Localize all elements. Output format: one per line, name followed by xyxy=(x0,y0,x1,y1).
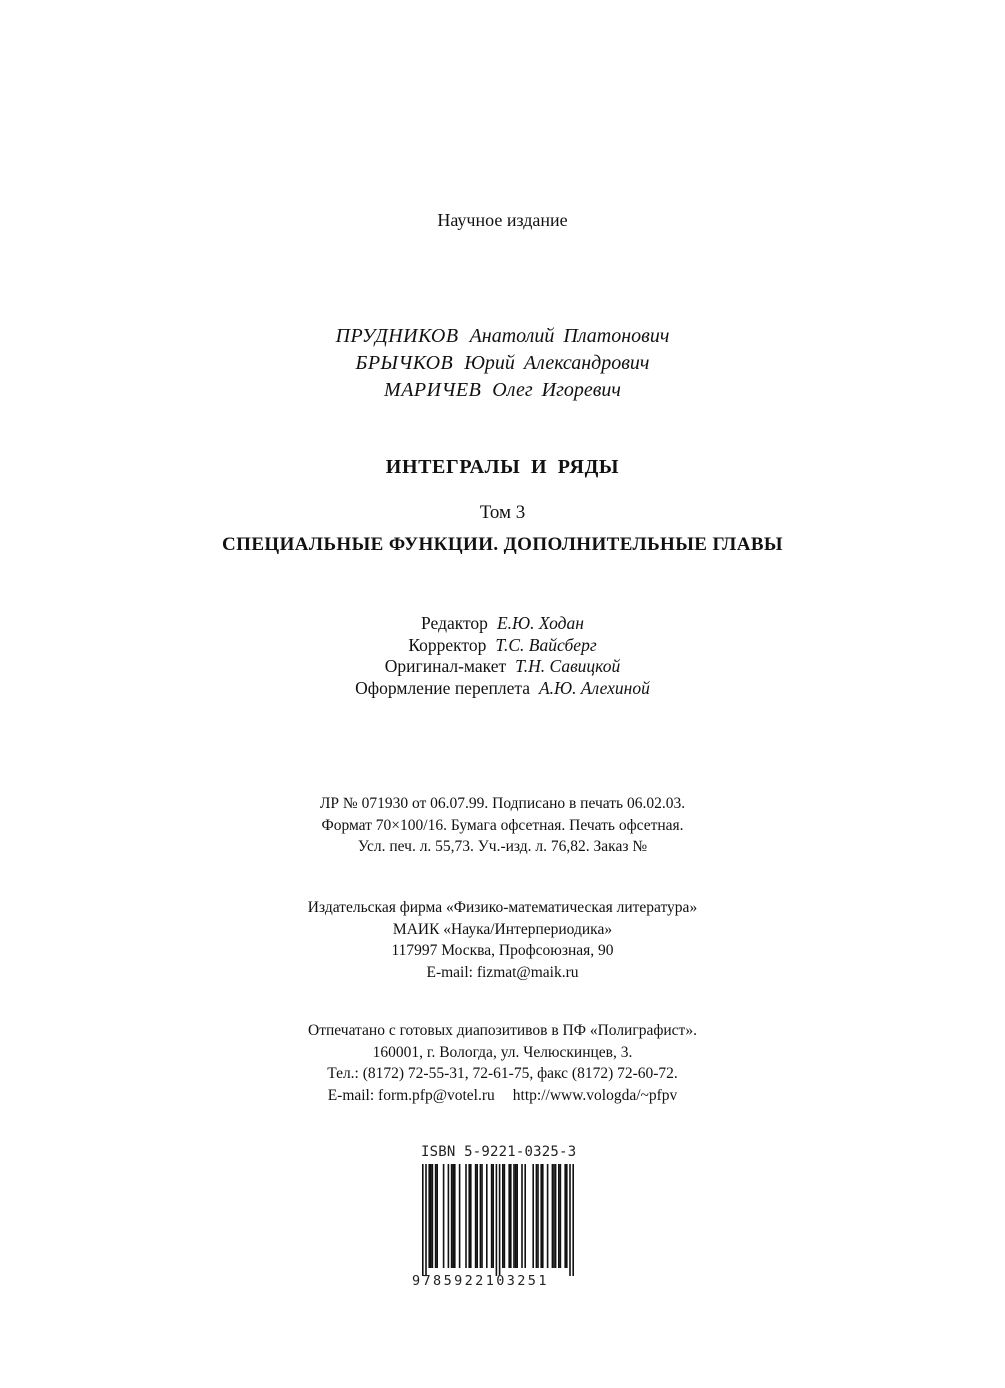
barcode-bar xyxy=(499,1164,501,1276)
staff-row-editor xyxy=(0,613,1005,635)
printer-contacts xyxy=(0,1085,1005,1107)
barcode-bar xyxy=(515,1164,517,1268)
author-1 xyxy=(0,323,1005,350)
publisher-line: E-mail: fizmat@maik.ru xyxy=(426,963,579,981)
barcode-bar xyxy=(491,1164,493,1268)
barcode-bar xyxy=(476,1164,478,1268)
barcode-bar xyxy=(540,1164,542,1268)
barcode-bar xyxy=(475,1164,477,1268)
barcode-bar xyxy=(443,1164,445,1268)
print-info-line: ЛР № 071930 от 06.07.99. Подписано в печать 06.02.03. xyxy=(319,795,686,812)
staff-role: Корректор xyxy=(408,634,487,655)
barcode-bar xyxy=(436,1164,438,1268)
print-info-line: Формат 70×100/16. Бумага офсетная. Печать офсетная. xyxy=(321,816,684,834)
staff-row-layout xyxy=(0,656,1005,678)
author-3 xyxy=(0,377,1005,404)
barcode-bar xyxy=(564,1164,566,1268)
barcode-bar xyxy=(566,1164,568,1268)
barcode-bar xyxy=(516,1164,518,1268)
barcode-bar xyxy=(481,1164,483,1268)
barcode-bar xyxy=(451,1164,453,1268)
publisher-info xyxy=(0,897,1005,983)
barcode-bar xyxy=(553,1164,555,1268)
printer-line: 160001, г. Вологда, ул. Челюскинцев, 3. xyxy=(372,1043,633,1061)
author-surname: МАРИЧЕВ xyxy=(384,379,482,401)
barcode-bar xyxy=(532,1164,534,1268)
publisher-line: МАИК «Наука/Интерпериодика» xyxy=(392,920,613,938)
book-title: ИНТЕГРАЛЫ И РЯДЫ xyxy=(385,456,620,478)
barcode-bar xyxy=(552,1164,554,1268)
publisher-line: 117997 Москва, Профсоюзная, 90 xyxy=(391,942,614,959)
barcode-bar xyxy=(430,1164,432,1268)
staff-role: Редактор xyxy=(421,613,488,633)
author-given-name: Олег Игоревич xyxy=(492,379,621,401)
barcode-digits: 9785922103251 xyxy=(412,1273,549,1289)
barcode-image xyxy=(412,1164,582,1276)
staff-row-cover-design xyxy=(0,678,1005,700)
barcode-bar xyxy=(448,1164,450,1268)
barcode-bar xyxy=(452,1164,454,1268)
barcode-bar xyxy=(513,1164,515,1268)
barcode-bar xyxy=(524,1164,526,1268)
author-given-name: Анатолий Платонович xyxy=(469,325,670,347)
barcode-bar xyxy=(425,1164,427,1276)
barcode-bar xyxy=(537,1164,539,1268)
printer-info xyxy=(0,1020,1005,1106)
printer-url: http://www.vologda/~pfpv xyxy=(512,1086,678,1104)
staff-name: Е.Ю. Ходан xyxy=(496,613,584,633)
print-info-line: Усл. печ. л. 55,73. Уч.-изд. л. 76,82. Заказ № xyxy=(357,838,648,855)
barcode-bar xyxy=(496,1164,498,1276)
barcode-bar xyxy=(572,1164,574,1276)
author-2 xyxy=(0,350,1005,377)
barcode-bar xyxy=(508,1164,510,1268)
barcode-bar xyxy=(560,1164,562,1268)
barcode-bar xyxy=(465,1164,467,1268)
barcode-bar xyxy=(492,1164,494,1268)
barcode-bar xyxy=(542,1164,544,1268)
volume-number: Том 3 xyxy=(479,502,526,523)
barcode-bar xyxy=(510,1164,512,1268)
barcode-bar xyxy=(454,1164,456,1268)
staff-role: Оригинал-макет xyxy=(384,656,507,676)
barcode-bar xyxy=(468,1164,470,1268)
printer-email: E-mail: form.pfp@votel.ru xyxy=(327,1086,495,1104)
barcode-bar xyxy=(432,1164,434,1268)
barcode-bar xyxy=(470,1164,472,1268)
edition-type: Научное издание xyxy=(437,210,568,230)
barcode-bar xyxy=(547,1164,549,1268)
author-given-name: Юрий Александрович xyxy=(464,352,650,374)
isbn-barcode-area xyxy=(412,1144,582,1294)
staff-name: Т.С. Вайсберг xyxy=(495,634,597,655)
author-surname: БРЫЧКОВ xyxy=(355,352,454,374)
publisher-line: Издательская фирма «Физико-математическая литература» xyxy=(307,899,698,916)
author-surname: ПРУДНИКОВ xyxy=(335,325,459,347)
isbn-label: ISBN 5-9221-0325-3 xyxy=(421,1144,577,1160)
barcode-bar xyxy=(459,1164,461,1268)
barcode-bar xyxy=(480,1164,482,1268)
printer-line: Тел.: (8172) 72-55-31, 72-61-75, факс (8172) 72-60-72. xyxy=(327,1065,678,1082)
barcode-bar xyxy=(428,1164,430,1268)
volume-title: СПЕЦИАЛЬНЫЕ ФУНКЦИИ. ДОПОЛНИТЕЛЬНЫЕ ГЛАВЫ xyxy=(222,534,783,555)
printer-line: Отпечатано с готовых диапозитивов в ПФ «Полиграфист». xyxy=(308,1022,697,1039)
print-info xyxy=(0,793,1005,858)
staff-name: Т.Н. Савицкой xyxy=(515,656,621,676)
staff-credits xyxy=(0,613,1005,699)
authors-list xyxy=(0,323,1005,404)
barcode-bar xyxy=(558,1164,560,1268)
barcode-bar xyxy=(422,1164,424,1276)
barcode-bar xyxy=(555,1164,557,1268)
staff-row-proofreader xyxy=(0,635,1005,657)
barcode-bar xyxy=(502,1164,504,1268)
barcode-bar xyxy=(435,1164,437,1268)
staff-name: А.Ю. Алехиной xyxy=(538,677,650,698)
barcode-bar xyxy=(521,1164,523,1268)
barcode-bar xyxy=(504,1164,506,1268)
staff-role: Оформление переплета xyxy=(355,677,530,698)
barcode-bar xyxy=(486,1164,488,1268)
barcode-bar xyxy=(569,1164,571,1276)
barcode-bar xyxy=(536,1164,538,1268)
